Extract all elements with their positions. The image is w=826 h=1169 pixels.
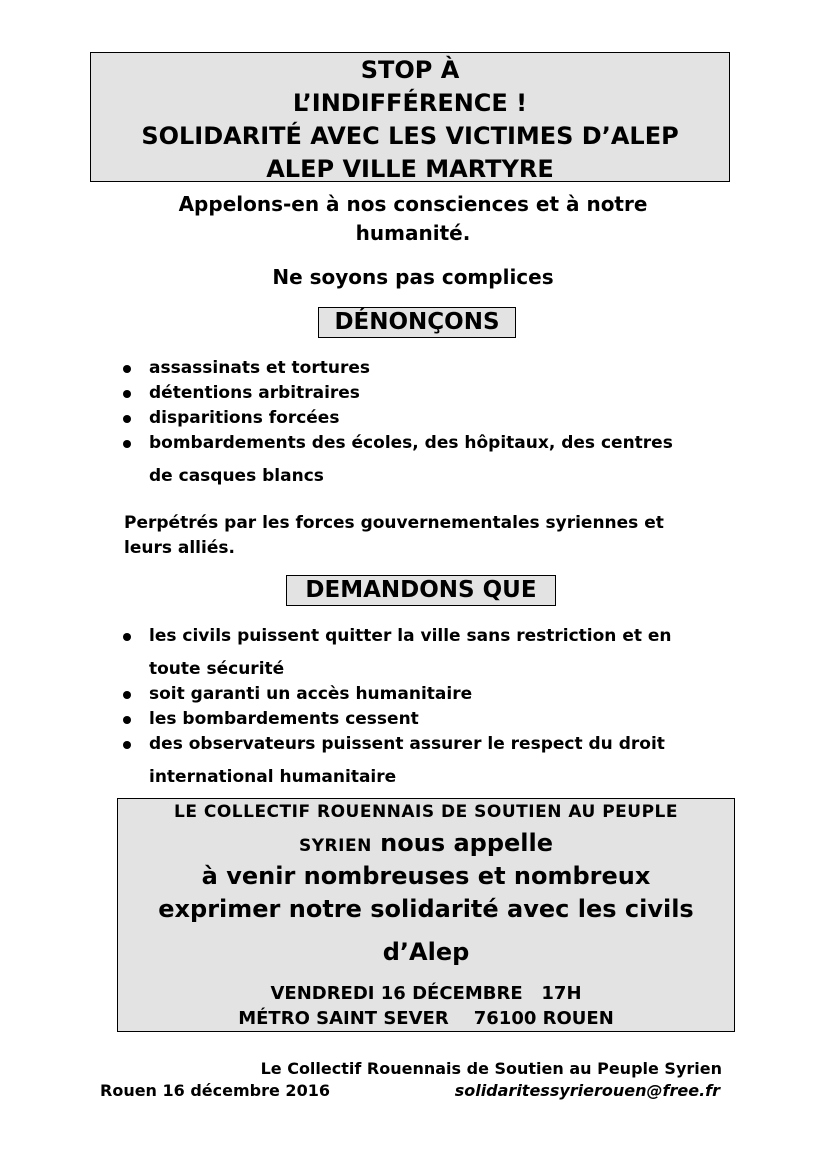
list-item bbox=[122, 624, 742, 682]
footer-email-link[interactable]: solidaritessyrierouen@free.fr bbox=[454, 1081, 720, 1100]
list-item-text: soit garanti un accès humanitaire bbox=[149, 684, 473, 704]
footer-date: Rouen 16 décembre 2016 bbox=[100, 1081, 330, 1100]
demandons-heading: DEMANDONS QUE bbox=[286, 575, 556, 606]
intro-line-2: humanité. bbox=[355, 221, 471, 245]
title-box bbox=[90, 52, 730, 182]
intro-text bbox=[60, 190, 766, 248]
collectif-line-2 bbox=[118, 827, 734, 862]
title-line-1: STOP À bbox=[360, 56, 460, 84]
list-item bbox=[122, 682, 742, 707]
event-date: VENDREDI 16 DÉCEMBRE 17H bbox=[270, 983, 582, 1004]
collectif-appelle: nous appelle bbox=[371, 829, 554, 857]
note-line-2: leurs alliés. bbox=[124, 538, 235, 558]
denoncons-heading: DÉNONÇONS bbox=[318, 307, 516, 338]
denoncons-list bbox=[122, 356, 742, 489]
demandons-list bbox=[122, 624, 742, 790]
title-line-2: L’INDIFFÉRENCE ! bbox=[292, 89, 528, 117]
list-item bbox=[122, 406, 742, 431]
list-item bbox=[122, 732, 742, 790]
footer-signature: Le Collectif Rouennais de Soutien au Peuple Syrien bbox=[260, 1059, 722, 1078]
intro-line-1: Appelons-en à nos consciences et à notre bbox=[178, 192, 648, 216]
list-item bbox=[122, 381, 742, 406]
list-item bbox=[122, 356, 742, 381]
call-line-5: d’Alep bbox=[382, 938, 470, 966]
call-line-4: exprimer notre solidarité avec les civils bbox=[158, 895, 694, 923]
list-item-continuation: toute sécurité bbox=[149, 659, 285, 679]
title-line-4: ALEP VILLE MARTYRE bbox=[266, 155, 554, 183]
event-place: MÉTRO SAINT SEVER 76100 ROUEN bbox=[238, 1008, 614, 1029]
list-item-text: assassinats et tortures bbox=[149, 358, 371, 378]
title-line-3: SOLIDARITÉ AVEC LES VICTIMES D’ALEP bbox=[141, 122, 679, 150]
list-item-text: disparitions forcées bbox=[149, 408, 340, 428]
call-line-3: à venir nombreuses et nombreux bbox=[201, 862, 651, 890]
list-item-continuation: international humanitaire bbox=[149, 767, 397, 787]
collectif-line-1: LE COLLECTIF ROUENNAIS DE SOUTIEN AU PEUPLE bbox=[173, 802, 679, 822]
list-item bbox=[122, 431, 742, 489]
note-line-1: Perpétrés par les forces gouvernementales syriennes et bbox=[124, 513, 664, 533]
list-item-text: détentions arbitraires bbox=[149, 383, 360, 403]
list-item-text: des observateurs puissent assurer le respect du droit bbox=[149, 734, 665, 754]
intro-line-3: Ne soyons pas complices bbox=[272, 265, 554, 289]
perpetrators-note bbox=[124, 511, 764, 561]
collectif-syrien: SYRIEN bbox=[298, 836, 372, 856]
list-item-text: bombardements des écoles, des hôpitaux, des centres bbox=[149, 433, 673, 453]
list-item-text: les bombardements cessent bbox=[149, 709, 419, 729]
list-item bbox=[122, 707, 742, 732]
list-item-continuation: de casques blancs bbox=[149, 466, 324, 486]
list-item-text: les civils puissent quitter la ville sans restriction et en bbox=[149, 626, 672, 646]
